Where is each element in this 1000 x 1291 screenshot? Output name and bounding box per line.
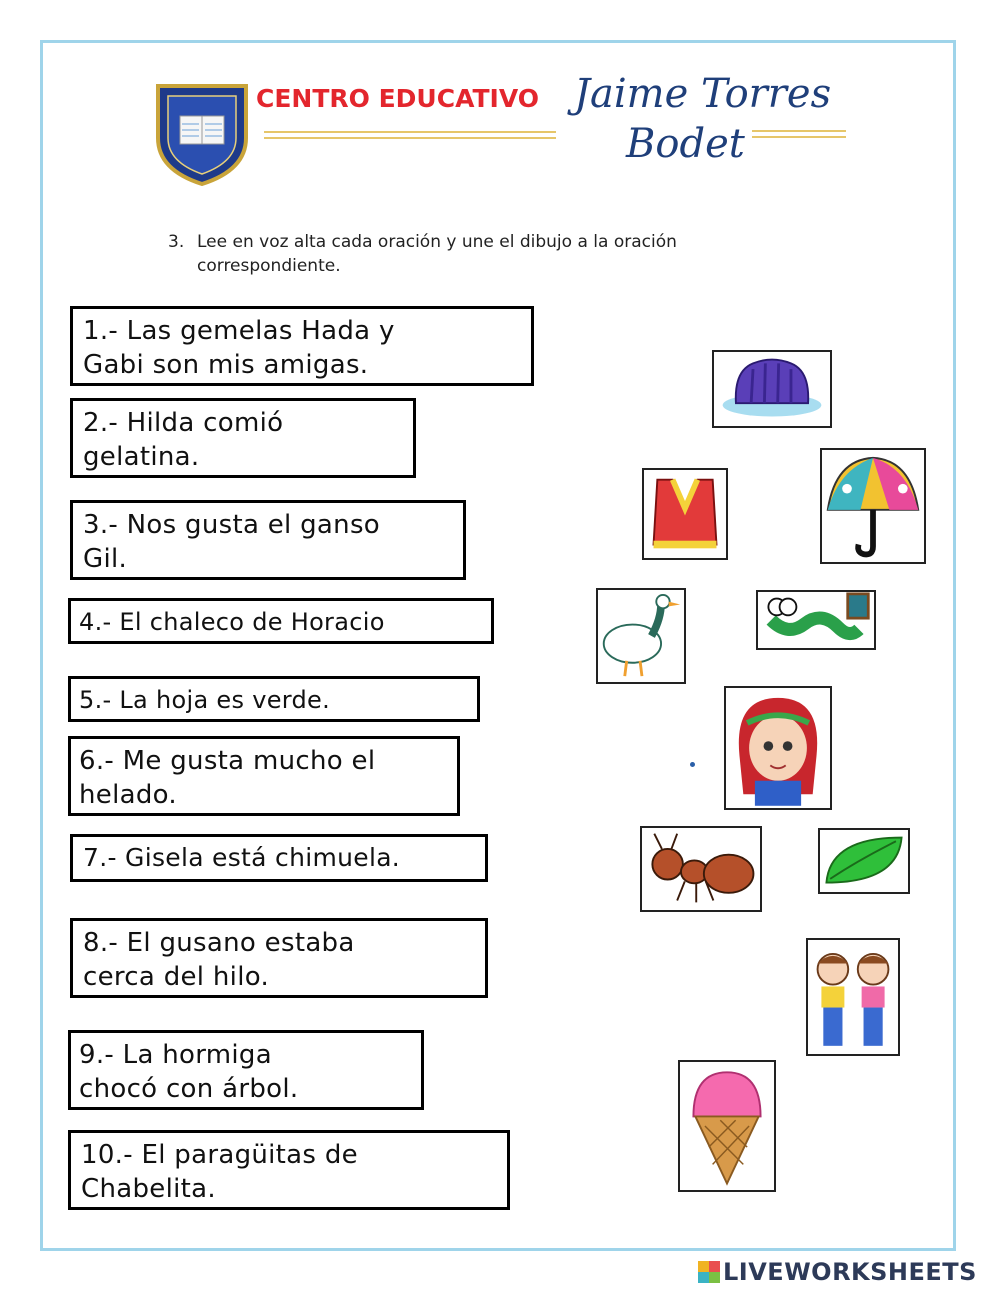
leaf-picture[interactable] [818, 828, 910, 894]
sentence-box-1 [70, 306, 534, 386]
footer-brand [698, 1258, 977, 1286]
sentence-box-4 [68, 598, 494, 644]
stray-dot [690, 762, 695, 767]
sentence-text: chocó con árbol. [79, 1074, 299, 1104]
sentence-box-10 [68, 1130, 510, 1210]
instruction-text: Lee en voz alta cada oración y une el dibujo a la oración correspondiente. [197, 232, 677, 276]
divider-line [264, 131, 556, 133]
sentence-text: 5.- La hoja es verde. [79, 686, 331, 714]
sentence-box-9 [68, 1030, 424, 1110]
girl-picture[interactable] [724, 686, 832, 810]
goose-picture[interactable] [596, 588, 686, 684]
school-label: CENTRO EDUCATIVO [256, 84, 540, 113]
sentence-text: cerca del hilo. [83, 962, 270, 992]
sentence-text: 4.- El chaleco de Horacio [79, 608, 385, 636]
liveworksheets-logo-icon [698, 1261, 720, 1283]
sentence-box-8 [70, 918, 488, 998]
sentence-text: 3.- Nos gusta el ganso [83, 510, 380, 540]
umbrella-picture[interactable] [820, 448, 926, 564]
sentence-text: 1.- Las gemelas Hada y [83, 316, 395, 346]
divider-line [752, 136, 846, 138]
ant-picture[interactable] [640, 826, 762, 912]
sentence-box-7 [70, 834, 488, 882]
instruction-number: 3. [168, 232, 185, 252]
sentence-text: Chabelita. [81, 1174, 216, 1204]
sentence-text: gelatina. [83, 442, 200, 472]
sentence-box-6 [68, 736, 460, 816]
school-logo [152, 80, 252, 186]
script-title-line1: Jaime Torres [574, 71, 832, 117]
sentence-box-5 [68, 676, 480, 722]
brand-text: LIVEWORKSHEETS [723, 1258, 977, 1286]
sentence-text: Gil. [83, 544, 128, 574]
sentence-text: helado. [79, 780, 177, 810]
sentence-text: Gabi son mis amigas. [83, 350, 369, 380]
gelatin-picture[interactable] [712, 350, 832, 428]
sentence-text: 7.- Gisela está chimuela. [83, 843, 401, 872]
sentence-text: 6.- Me gusta mucho el [79, 746, 376, 776]
worm-picture[interactable] [756, 590, 876, 650]
twins-picture[interactable] [806, 938, 900, 1056]
divider-line [264, 137, 556, 139]
sentence-text: 2.- Hilda comió [83, 408, 284, 438]
script-title-line2: Bodet [626, 121, 745, 167]
sentence-box-3 [70, 500, 466, 580]
sentence-text: 8.- El gusano estaba [83, 928, 355, 958]
sentence-box-2 [70, 398, 416, 478]
vest-picture[interactable] [642, 468, 728, 560]
sentence-text: 10.- El paragüitas de [81, 1140, 358, 1170]
ice-cream-picture[interactable] [678, 1060, 776, 1192]
divider-line [752, 130, 846, 132]
sentence-text: 9.- La hormiga [79, 1040, 272, 1070]
